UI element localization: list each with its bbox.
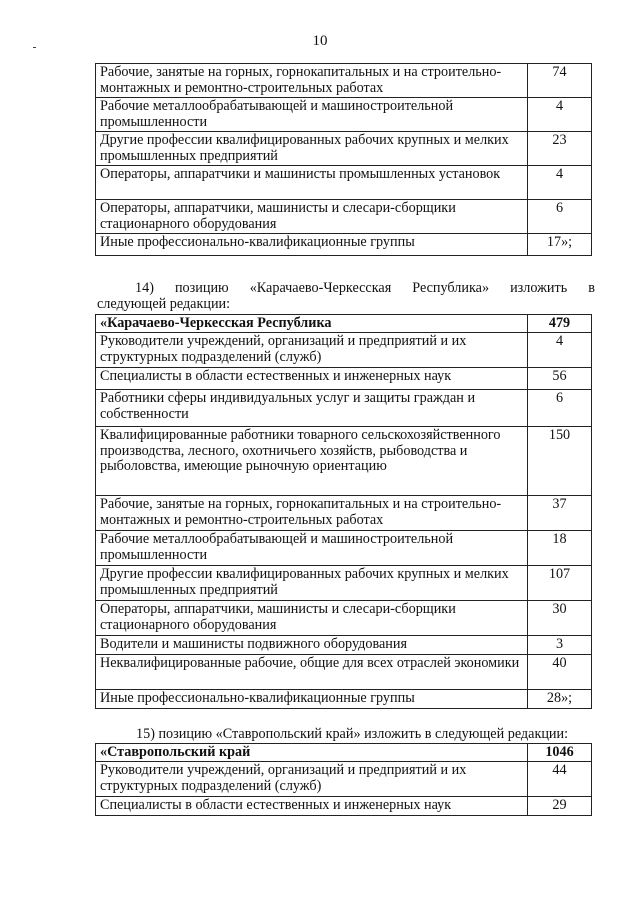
page-number: 10 [312,33,328,49]
paragraph-14-line-1 [97,281,595,297]
row-value: 23 [528,132,592,166]
row-label: Рабочие металлообрабатывающей и машиностроительной промышленности [96,531,528,566]
table-row [96,64,592,98]
table-row [96,762,592,797]
row-value: 74 [528,64,592,98]
table-row [96,98,592,132]
row-label: Другие профессии квалифицированных рабочих крупных и мелких промышленных предприятий [96,566,528,601]
table-row [96,601,592,636]
row-label: Работники сферы индивидуальных услуг и защиты граждан и собственности [96,390,528,427]
table-row [96,690,592,709]
row-value: 37 [528,496,592,531]
paragraph-15: 15) позицию «Ставропольский край» изложить в следующей редакции: [136,726,569,742]
paragraph-14-word: в [588,280,595,296]
row-label: Операторы, аппаратчики, машинисты и слесари-сборщики стационарного оборудования [96,200,528,234]
table-row [96,132,592,166]
table-row [96,566,592,601]
row-value: 56 [528,368,592,390]
paragraph-14-word: «Карачаево-Черкесская [249,280,392,296]
row-value: 28»; [528,690,592,709]
row-value: 6 [528,390,592,427]
paragraph-14-word: Республика» [412,280,490,296]
table-karachay-cherkess [95,314,592,709]
paragraph-14-word: изложить [510,280,568,296]
row-value: 107 [528,566,592,601]
table-row [96,200,592,234]
table-header-row [96,315,592,333]
table-row [96,390,592,427]
row-label: Рабочие металлообрабатывающей и машиностроительной промышленности [96,98,528,132]
row-value: 4 [528,333,592,368]
row-value: 3 [528,636,592,655]
region-total: 479 [528,315,592,333]
row-value: 30 [528,601,592,636]
row-value: 44 [528,762,592,797]
row-label: Квалифицированные работники товарного сельскохозяйственного производства, лесного, охотничьего хозяйств, рыбоводства и рыболовства, имеющие рыночную ориентацию [96,427,528,496]
region-name: «Ставропольский край [96,744,528,762]
row-value: 17»; [528,234,592,256]
paragraph-14-word: позицию [174,280,229,296]
table-row [96,234,592,256]
row-label: Неквалифицированные рабочие, общие для всех отраслей экономики [96,655,528,690]
row-label: Специалисты в области естественных и инженерных наук [96,368,528,390]
row-label: Другие профессии квалифицированных рабочих крупных и мелких промышленных предприятий [96,132,528,166]
row-value: 150 [528,427,592,496]
table-row [96,368,592,390]
table-row [96,166,592,200]
table-row [96,636,592,655]
row-label: Руководители учреждений, организаций и предприятий и их структурных подразделений (служб) [96,333,528,368]
row-label: Операторы, аппаратчики и машинисты промышленных установок [96,166,528,200]
row-label: Рабочие, занятые на горных, горнокапитальных и на строительно-монтажных и ремонтно-строительных работах [96,496,528,531]
row-label: Иные профессионально-квалификационные группы [96,690,528,709]
region-name: «Карачаево-Черкесская Республика [96,315,528,333]
table-row [96,531,592,566]
row-label: Специалисты в области естественных и инженерных наук [96,797,528,816]
table-row [96,496,592,531]
row-value: 29 [528,797,592,816]
table-row [96,427,592,496]
row-label: Рабочие, занятые на горных, горнокапитальных и на строительно-монтажных и ремонтно-строительных работах [96,64,528,98]
row-label: Иные профессионально-квалификационные группы [96,234,528,256]
table-stavropol [95,743,592,816]
paragraph-14-line-2: следующей редакции: [97,295,231,312]
table-continuation [95,63,592,256]
row-label: Руководители учреждений, организаций и предприятий и их структурных подразделений (служб) [96,762,528,797]
row-label: Операторы, аппаратчики, машинисты и слесари-сборщики стационарного оборудования [96,601,528,636]
row-label: Водители и машинисты подвижного оборудования [96,636,528,655]
table-row [96,797,592,816]
row-value: 18 [528,531,592,566]
row-value: 40 [528,655,592,690]
row-value: 6 [528,200,592,234]
region-total: 1046 [528,744,592,762]
paragraph-14 [97,281,595,312]
row-value: 4 [528,98,592,132]
paragraph-14-word: 14) [135,280,154,296]
table-row [96,333,592,368]
table-row [96,655,592,690]
row-value: 4 [528,166,592,200]
table-header-row [96,744,592,762]
